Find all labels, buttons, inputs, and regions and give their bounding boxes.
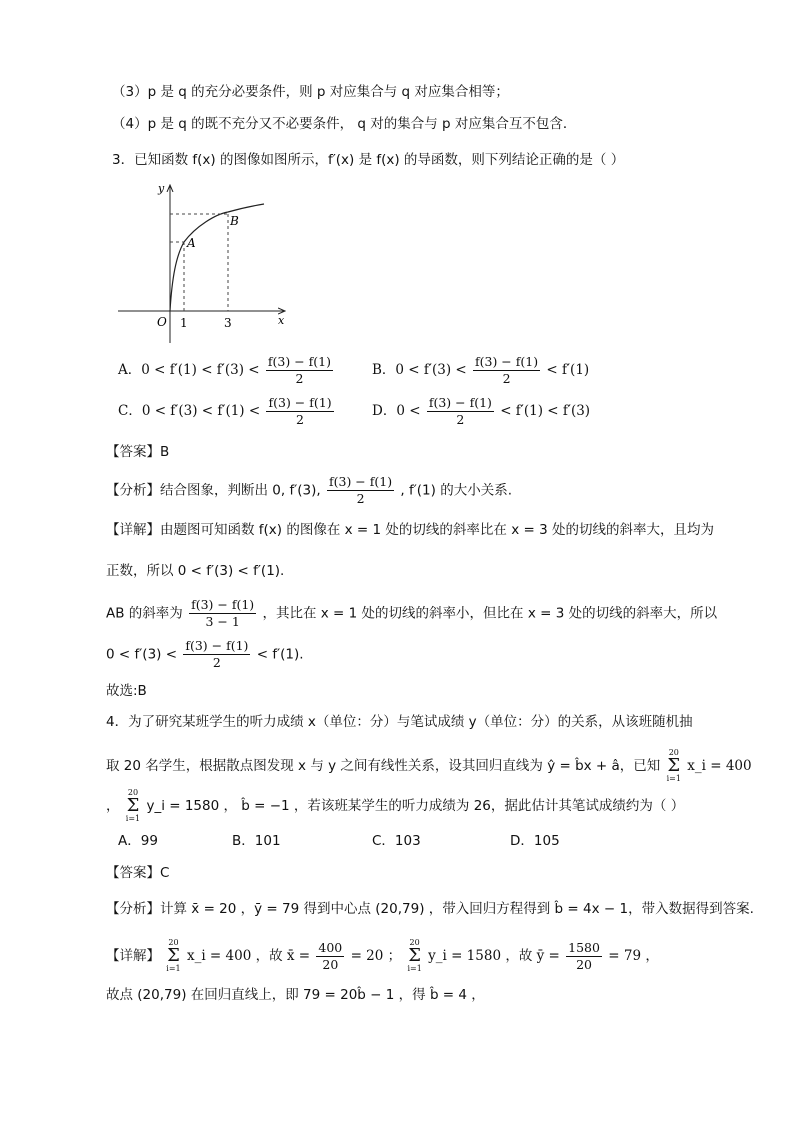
q3-detail-line-2: 正数，所以 0 < f′(3) < f′(1). bbox=[106, 563, 285, 579]
q4-option-b: B．101 bbox=[232, 833, 281, 849]
q3-option-c: C．0 < f′(3) < f′(1) < $\frac{f(3) - f(1)}{2}$ bbox=[118, 395, 332, 427]
sum-symbol: 20 Σ i=1 bbox=[125, 788, 141, 823]
q3-analysis: 【分析】结合图象，判断出 0, f′(3), $\frac{f(3) - f(1)}{2}$ , f′(1) 的大小关系. bbox=[106, 474, 512, 506]
q3-option-a-fraction: $\frac{f(3) - f(1)}{2}$ bbox=[267, 354, 331, 386]
origin-label: O bbox=[157, 315, 167, 329]
q3-detail-line-3: AB 的斜率为 $\frac{f(3) - f(1)}{3 - 1}$ ，其比在 x = 1 处的切线的斜率小，但比在 x = 3 处的切线的斜率大，所以 bbox=[106, 597, 718, 629]
q3-option-b: B．0 < f′(3) < $\frac{f(3) - f(1)}{2}$ < f′(1) bbox=[372, 354, 590, 386]
point-b-label: B bbox=[230, 214, 239, 228]
item-3-line: （3）p 是 q 的充分必要条件，则 p 对应集合与 q 对应集合相等； bbox=[112, 84, 509, 100]
y-axis-label: y bbox=[158, 182, 165, 195]
question-3-stem: 3．已知函数 f(x) 的图像如图所示，f′(x) 是 f(x) 的导函数，则下列结论正确的是（ ） bbox=[112, 152, 625, 168]
q3-option-b-fraction: $\frac{f(3) - f(1)}{2}$ bbox=[475, 354, 539, 386]
q3-detail-line-4: 0 < f′(3) < $\frac{f(3) - f(1)}{2}$ < f′(1). bbox=[106, 638, 304, 670]
q3-conclusion: 故选:B bbox=[106, 683, 147, 699]
q4-option-c: C．103 bbox=[372, 833, 421, 849]
q3-detail-line-1: 【详解】由题图可知函数 f(x) 的图像在 x = 1 处的切线的斜率比在 x = 3 处的切线的斜率大，且均为 bbox=[106, 522, 714, 538]
function-graph bbox=[112, 178, 292, 348]
q4-answer: 【答案】C bbox=[106, 865, 170, 881]
sum-symbol: 20 Σ i=1 bbox=[166, 938, 181, 973]
point-a-label: A bbox=[187, 236, 196, 250]
function-curve bbox=[170, 204, 264, 311]
q3-option-c-fraction: $\frac{f(3) - f(1)}{2}$ bbox=[268, 395, 332, 427]
q4-option-d: D．105 bbox=[510, 833, 560, 849]
sum-symbol: 20 Σ i=1 bbox=[407, 938, 422, 973]
q3-answer: 【答案】B bbox=[106, 444, 170, 460]
tick-3-label: 3 bbox=[224, 316, 232, 330]
x-axis-label: x bbox=[278, 314, 285, 327]
tick-1-label: 1 bbox=[180, 316, 188, 330]
question-4-stem-line-1: 4．为了研究某班学生的听力成绩 x（单位：分）与笔试成绩 y（单位：分）的关系，从该班随机抽 bbox=[106, 714, 693, 730]
q4-detail-last-line: 故点 (20,79) 在回归直线上，即 79 = 20b̂ − 1 ，得 b̂ = 4 ， bbox=[106, 987, 485, 1003]
q3-option-d: D．0 < $\frac{f(3) - f(1)}{2}$ < f′(1) < f′(3) bbox=[372, 395, 591, 427]
sum-symbol: 20 Σ i=1 bbox=[666, 748, 681, 783]
q3-option-d-fraction: $\frac{f(3) - f(1)}{2}$ bbox=[428, 395, 492, 427]
q4-analysis: 【分析】计算 x̄ = 20 ，ȳ = 79 得到中心点 (20,79) ，带入回归方程得到 b̂ = 4x − 1，带入数据得到答案. bbox=[106, 901, 754, 917]
item-4-line: （4）p 是 q 的既不充分又不必要条件， q 对的集合与 p 对应集合互不包含． bbox=[112, 116, 577, 132]
q3-option-a: A．0 < f′(1) < f′(3) < $\frac{f(3) - f(1)}{2}$ bbox=[118, 354, 331, 386]
question-4-stem-line-2: 取 20 名学生，根据散点图发现 x 与 y 之间有线性关系，设其回归直线为 ŷ = b̂x + â，已知 20 Σ i=1 x_i = 400 bbox=[106, 748, 752, 783]
question-4-stem-line-3: ， 20 Σ i=1 y_i = 1580 ， b̂ = −1 ，若该班某学生的听力成绩为 26，据此估计其笔试成绩约为（ ） bbox=[106, 788, 685, 823]
q4-detail: 【详解】 20 Σ i=1 x_i = 400 ，故 x̄ = $\frac{400}{20}$ = 20 ； 20 Σ i=1 y_i = 1580 ，故 ȳ = $\frac{1580}{20}$ = 79 ， bbox=[106, 938, 659, 973]
q4-option-a: A．99 bbox=[118, 833, 158, 849]
